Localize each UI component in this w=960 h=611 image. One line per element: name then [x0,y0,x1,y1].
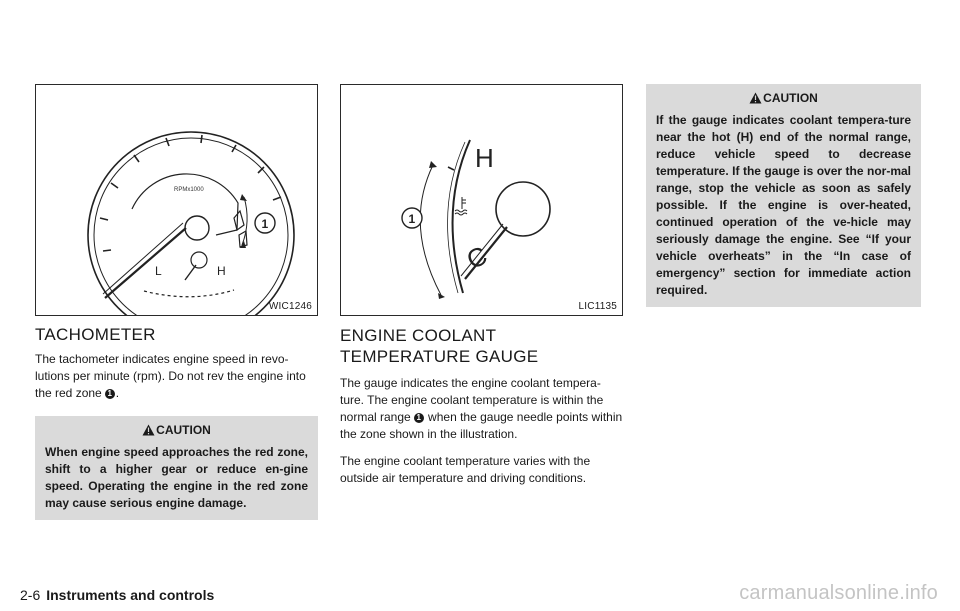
coolant-callout-number: 1 [408,212,416,226]
figure-code: WIC1246 [268,301,312,312]
caution-text: When engine speed approaches the red zone, shift to a higher gear or reduce en-gine speed. Operating the engine in the red zone may cause serious engine damage. [45,445,308,510]
coolant-gauge-illustration [340,84,623,316]
sub-gauge-low-label: L [155,264,162,278]
description-end: when the gauge needle points within the zone shown in the illustration. [340,410,623,441]
watermark: carmanualsonline.info [739,582,938,604]
callout-marker: 1 [105,389,115,399]
coolant-gauge-drawing [341,85,622,315]
tachometer-callout-number: 1 [261,217,269,231]
section-heading: ENGINE COOLANT TEMPERATURE GAUGE [340,326,539,366]
tachometer-illustration [35,84,318,316]
figure-code: LIC1135 [578,301,617,312]
caution-header [45,422,308,438]
section-heading: TACHOMETER [35,325,156,344]
coolant-variation-note: The engine coolant temperature varies with the outside air temperature and driving conditions. [340,454,591,485]
description-end: . [115,386,120,400]
coolant-temperature-icon [455,197,467,215]
caution-box [35,416,318,520]
tachometer-brand-label: RPMx1000 [174,187,204,193]
coolant-high-label: H [475,143,494,173]
section-name: Instruments and controls [46,587,215,603]
caution-title: CAUTION [763,91,818,105]
tachometer-description [35,351,318,402]
caution-header [656,90,911,106]
caution-text: If the gauge indicates coolant tempera-ture near the hot (H) end of the normal range, reduce vehicle speed to decrease temperature. If the gauge is over the nor-mal range, stop the vehicle as soon as safely possible. If the engine is over-heated, continued operation of the ve-hicle may seriously damage the engine. See “If your vehicle overheats” in the “In case of emergency” section for immediate action required. [656,113,911,297]
page-number: 2-6 [20,587,41,603]
coolant-gauge-column [340,84,623,487]
coolant-caution-column [646,84,921,307]
caution-box [646,84,921,307]
coolant-gauge-description [340,375,623,443]
warning-triangle-icon [749,92,762,104]
sub-gauge-high-label: H [217,264,226,278]
coolant-low-label: C [461,239,492,276]
page-footer [20,587,214,603]
callout-marker: 1 [414,413,424,423]
caution-title: CAUTION [156,423,211,437]
warning-triangle-icon [142,424,155,436]
tachometer-drawing [36,85,317,315]
tachometer-column [35,84,318,520]
description-text: The tachometer indicates engine speed in revo-lutions per minute (rpm). Do not rev the engine into the red zone [35,352,306,400]
description-text: The gauge indicates the engine coolant tempera-ture. The engine coolant temperature is within the normal range [340,376,604,424]
